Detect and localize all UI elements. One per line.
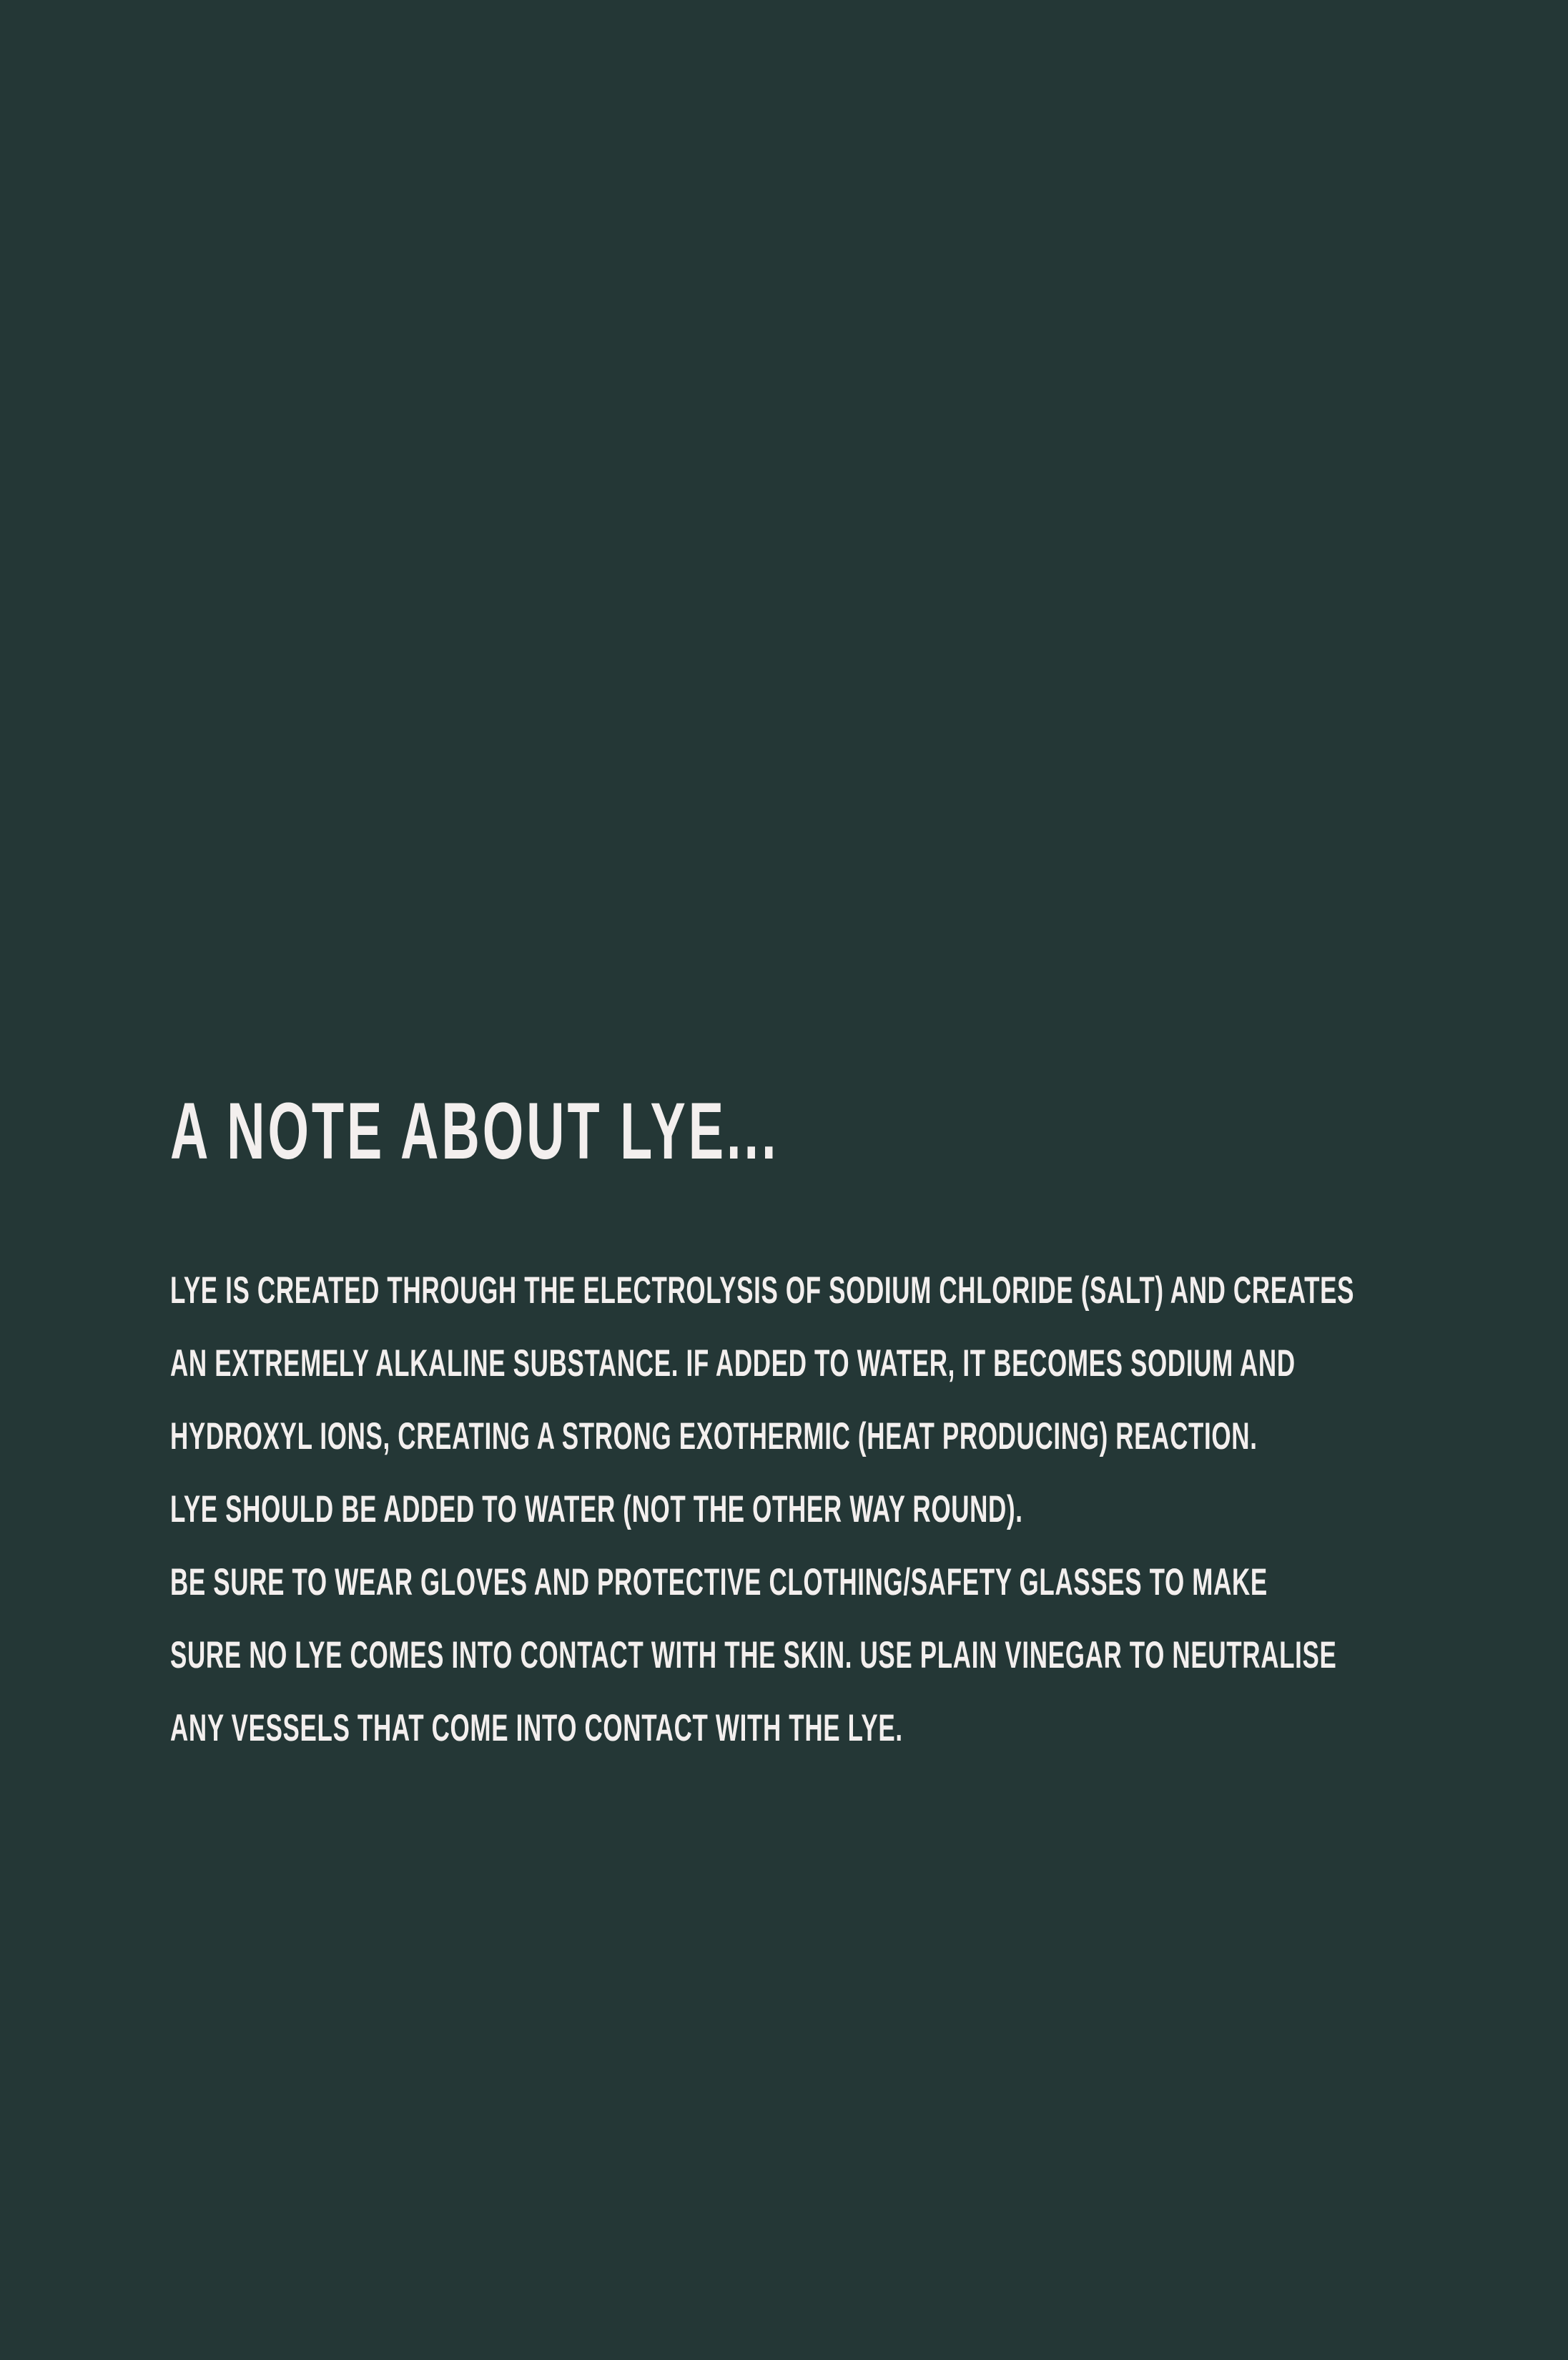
page-title: A NOTE ABOUT LYE... <box>170 1086 779 1176</box>
lye-note-body <box>170 1259 1354 1769</box>
body-line: ANY VESSELS THAT COME INTO CONTACT WITH THE LYE. <box>170 1707 903 1749</box>
body-line: LYE SHOULD BE ADDED TO WATER (NOT THE OTHER WAY ROUND). <box>170 1488 1023 1530</box>
body-line: HYDROXYL IONS, CREATING A STRONG EXOTHERMIC (HEAT PRODUCING) REACTION. <box>170 1415 1258 1457</box>
body-line: LYE IS CREATED THROUGH THE ELECTROLYSIS OF SODIUM CHLORIDE (SALT) AND CREATES <box>170 1269 1355 1312</box>
body-line: BE SURE TO WEAR GLOVES AND PROTECTIVE CLOTHING/SAFETY GLASSES TO MAKE <box>170 1561 1268 1603</box>
body-line: AN EXTREMELY ALKALINE SUBSTANCE. IF ADDED TO WATER, IT BECOMES SODIUM AND <box>170 1342 1296 1385</box>
body-line: SURE NO LYE COMES INTO CONTACT WITH THE SKIN. USE PLAIN VINEGAR TO NEUTRALISE <box>170 1634 1337 1676</box>
